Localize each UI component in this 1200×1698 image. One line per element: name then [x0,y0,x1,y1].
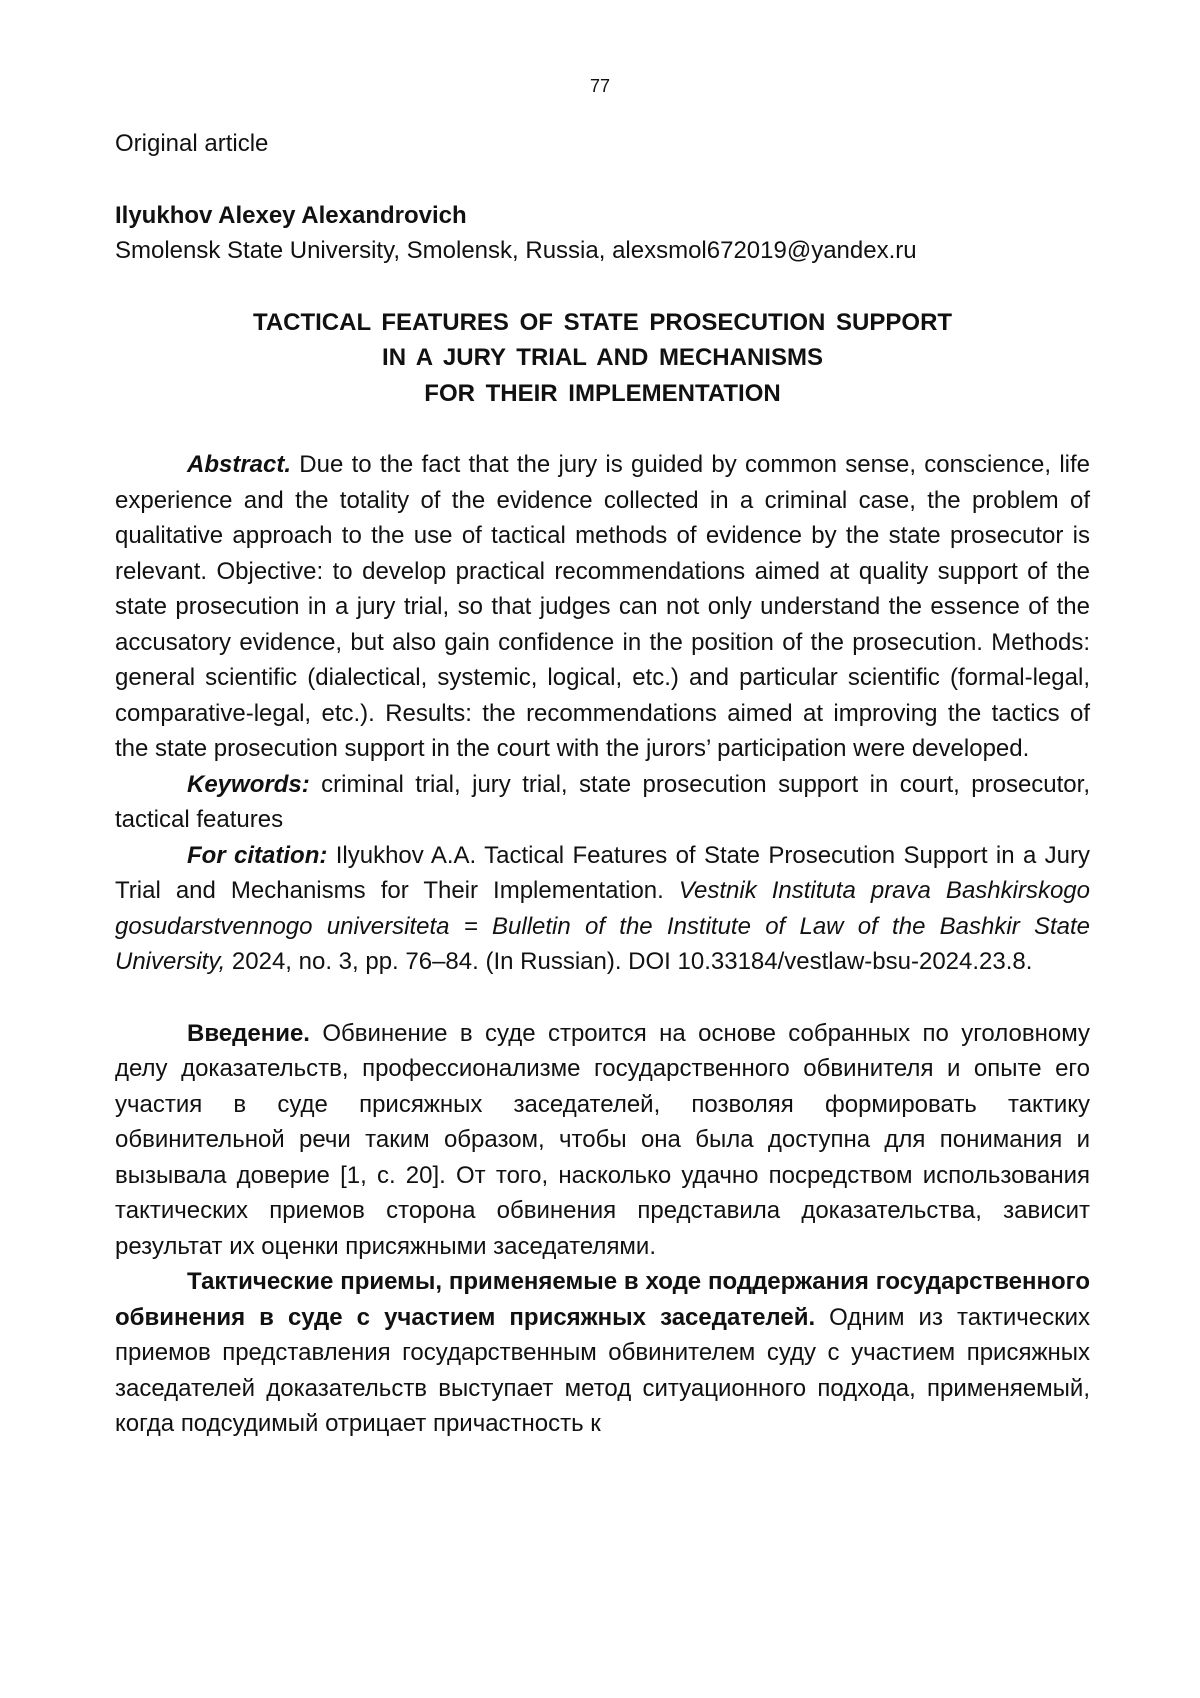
article-content [115,126,1090,1442]
keywords-text: criminal trial, jury trial, state prosecution support in court, prosecutor, tactical features [115,770,1090,833]
citation-details: 2024, no. 3, pp. 76–84. (In Russian). DOI 10.33184/vestlaw-bsu-2024.23.8. [225,948,1033,975]
abstract-section [115,447,1090,980]
citation-text: Ilyukhov A.A. Tactical Features of State Prosecution Support in a Jury Trial and Mechanisms for Their Implementation. [115,841,1090,904]
keywords-label: Keywords: [187,770,310,798]
introduction-paragraph [115,1016,1090,1265]
author-name: Ilyukhov Alexey Alexandrovich [115,201,467,229]
title-line: IN A JURY TRIAL AND MECHANISMS [382,344,823,371]
article-title [115,305,1090,412]
author-block [115,198,1090,269]
section-paragraph [115,1264,1090,1442]
title-line: TACTICAL FEATURES OF STATE PROSECUTION SUPPORT [252,308,953,336]
title-line: FOR THEIR IMPLEMENTATION [424,379,781,407]
author-affiliation: Smolensk State University, Smolensk, Russia, alexsmol672019@yandex.ru [115,237,917,264]
abstract-label: Abstract. [187,451,292,478]
abstract-paragraph [115,447,1090,767]
introduction-text: Обвинение в суде строится на основе собранных по уголовному делу доказательств, профессионализме государственного обвинителя и опыте его участия в суде присяжных заседателей, позволяя формировать тактику обвинительной речи таким образом, чтобы она была доступна для понимания и вызывала доверие [1, с. 20]. От того, насколько удачно посредством использования тактических приемов сторона обвинения представила доказательства, зависит результат их оценки присяжными заседателями. [115,1019,1090,1260]
body-section [115,1016,1090,1442]
article-type: Original article [115,130,269,157]
citation-journal: Vestnik Instituta prava Bashkirskogo gosudarstvennogo universiteta = Bulletin of the Institute of Law of the Bashkir State University, [115,877,1091,975]
citation-label: For citation: [187,841,328,869]
section-heading: Тактические приемы, применяемые в ходе поддержания государственного обвинения в суде с участием присяжных заседателей. [115,1268,1090,1331]
section-text: Одним из тактических приемов представления государственным обвинителем суду с участием присяжных заседателей доказательств выступает метод ситуационного подхода, применяемый, когда подсудимый отрицает причастность к [115,1303,1090,1437]
page-number: 77 [589,76,611,96]
introduction-label: Введение. [187,1019,310,1047]
keywords-paragraph [115,767,1090,838]
citation-paragraph [115,838,1090,980]
abstract-text: Due to the fact that the jury is guided by common sense, conscience, life experience and the totality of the evidence collected in a criminal case, the problem of qualitative approach to the use of tactical methods of evidence by the state prosecutor is relevant. Objective: to develop practical recommendations aimed at quality support of the state prosecution in a jury trial, so that judges can not only understand the essence of the accusatory evidence, but also gain confidence in the position of the prosecution. Methods: general scientific (dialectical, systemic, logical, etc.) and particular scientific (formal-legal, comparative-legal, etc.). Results: the recommendations aimed at improving the tactics of the state prosecution support in the court with the jurors’ participation were developed. [115,451,1090,762]
